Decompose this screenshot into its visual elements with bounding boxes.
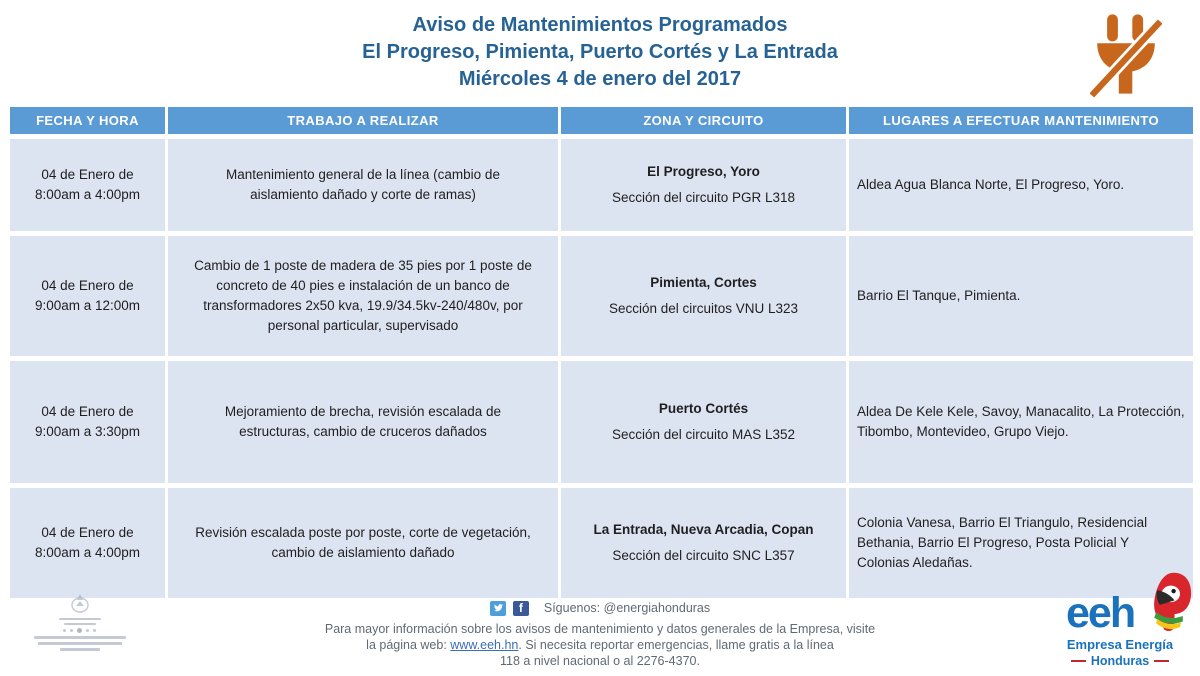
- title-line-3: Miércoles 4 de enero del 2017: [458, 68, 742, 90]
- lugares-text: Barrio El Tanque, Pimienta.: [857, 288, 1021, 303]
- eeh-subtitle: Empresa Energía: [1066, 637, 1174, 652]
- lugares-text: Aldea De Kele Kele, Savoy, Manacalito, La Protección, Tibombo, Montevideo, Grupo Viejo.: [857, 404, 1185, 439]
- row2-lugares-cell: [849, 236, 1193, 356]
- info-line2-suffix: . Si necesita reportar emergencias, llame gratis a la línea: [518, 638, 834, 652]
- twitter-icon[interactable]: [490, 601, 506, 616]
- fecha-line: 04 de Enero de: [41, 278, 134, 293]
- zona-name: Pimienta, Cortes: [650, 275, 757, 290]
- row4-fecha-cell: [10, 488, 165, 598]
- fecha-line: 04 de Enero de: [41, 404, 134, 419]
- zona-circuito: Sección del circuitos VNU L323: [608, 301, 799, 316]
- parrot-icon: [1146, 571, 1192, 642]
- lugares-text: Aldea Agua Blanca Norte, El Progreso, Yoro.: [857, 177, 1125, 192]
- zona-circuito: Sección del circuito SNC L357: [612, 548, 795, 563]
- row3-lugares-cell: [849, 361, 1193, 483]
- fecha-line: 04 de Enero de: [41, 167, 134, 182]
- zona-circuito: Sección del circuito MAS L352: [611, 427, 796, 442]
- facebook-icon[interactable]: f: [513, 601, 529, 616]
- row3-zona-cell: [561, 361, 846, 483]
- row4-zona-cell: [561, 488, 846, 598]
- column-header-trabajo: TRABAJO A REALIZAR: [168, 107, 558, 134]
- row3-fecha-cell: [10, 361, 165, 483]
- column-header-zona: ZONA Y CIRCUITO: [561, 107, 846, 134]
- zona-circuito: Sección del circuito PGR L318: [611, 190, 796, 205]
- government-seal-logo: [32, 593, 127, 671]
- row1-zona-cell: [561, 139, 846, 231]
- zona-name: Puerto Cortés: [658, 401, 749, 416]
- row3-trabajo-cell: [168, 361, 558, 483]
- trabajo-text: Mejoramiento de brecha, revisión escalada de estructuras, cambio de cruceros dañados: [224, 404, 502, 439]
- zona-name: La Entrada, Nueva Arcadia, Copan: [593, 522, 814, 537]
- row2-trabajo-cell: [168, 236, 558, 356]
- trabajo-text: Cambio de 1 poste de madera de 35 pies por 1 poste de concreto de 40 pies e instalación de un banco de transformadores 2x50 kva, 19.9/34.5kv-240/480v, por personal particular, supervisado: [194, 258, 532, 333]
- row2-zona-cell: [561, 236, 846, 356]
- social-row: [0, 599, 1200, 617]
- coat-of-arms-icon: [70, 593, 90, 615]
- red-dash-left: [1071, 660, 1086, 662]
- hora-line: 9:00am a 3:30pm: [34, 424, 141, 439]
- fecha-line: 04 de Enero de: [41, 525, 134, 540]
- info-line-3: 118 a nivel nacional o al 2276-4370.: [500, 654, 700, 668]
- eeh-country: Honduras: [1090, 654, 1150, 668]
- row1-trabajo-cell: [168, 139, 558, 231]
- eeh-logo: [1062, 571, 1194, 673]
- eeh-country-row: [1062, 654, 1178, 668]
- info-line-1: Para mayor información sobre los avisos de mantenimiento y datos generales de la Empresa, visite: [324, 622, 876, 636]
- row1-fecha-cell: [10, 139, 165, 231]
- red-dash-right: [1154, 660, 1169, 662]
- trabajo-text: Revisión escalada poste por poste, corte de vegetación, cambio de aislamiento dañado: [195, 525, 531, 560]
- row1-lugares-cell: [849, 139, 1193, 231]
- lugares-text: Colonia Vanesa, Barrio El Triangulo, Residencial Bethania, Barrio El Progreso, Posta Policial Y Colonias Aledañas.: [857, 515, 1148, 570]
- info-line2-prefix: la página web:: [366, 638, 451, 652]
- hora-line: 8:00am a 4:00pm: [34, 545, 141, 560]
- row2-fecha-cell: [10, 236, 165, 356]
- hora-line: 9:00am a 12:00m: [34, 298, 141, 313]
- eeh-website-link[interactable]: www.eeh.hn: [450, 638, 519, 652]
- zona-name: El Progreso, Yoro: [647, 164, 760, 179]
- maintenance-table: [10, 107, 1193, 598]
- page-title: [0, 12, 1200, 93]
- title-line-1: Aviso de Mantenimientos Programados: [412, 14, 788, 36]
- trabajo-text: Mantenimiento general de la línea (cambio de aislamiento dañado y corte de ramas): [226, 167, 500, 202]
- column-header-lugares: LUGARES A EFECTUAR MANTENIMIENTO: [849, 107, 1193, 134]
- footer-info: [0, 621, 1200, 669]
- title-line-2: El Progreso, Pimienta, Puerto Cortés y La Entrada: [362, 41, 838, 63]
- column-header-fecha: FECHA Y HORA: [10, 107, 165, 134]
- info-line-2: [0, 637, 1200, 653]
- row4-trabajo-cell: [168, 488, 558, 598]
- hora-line: 8:00am a 4:00pm: [34, 187, 141, 202]
- eeh-wordmark: eeh: [1066, 589, 1135, 637]
- seal-stars: [63, 628, 96, 633]
- siguenos-text: Síguenos: @energiahonduras: [543, 601, 711, 615]
- power-outage-plug-icon: [1090, 8, 1162, 100]
